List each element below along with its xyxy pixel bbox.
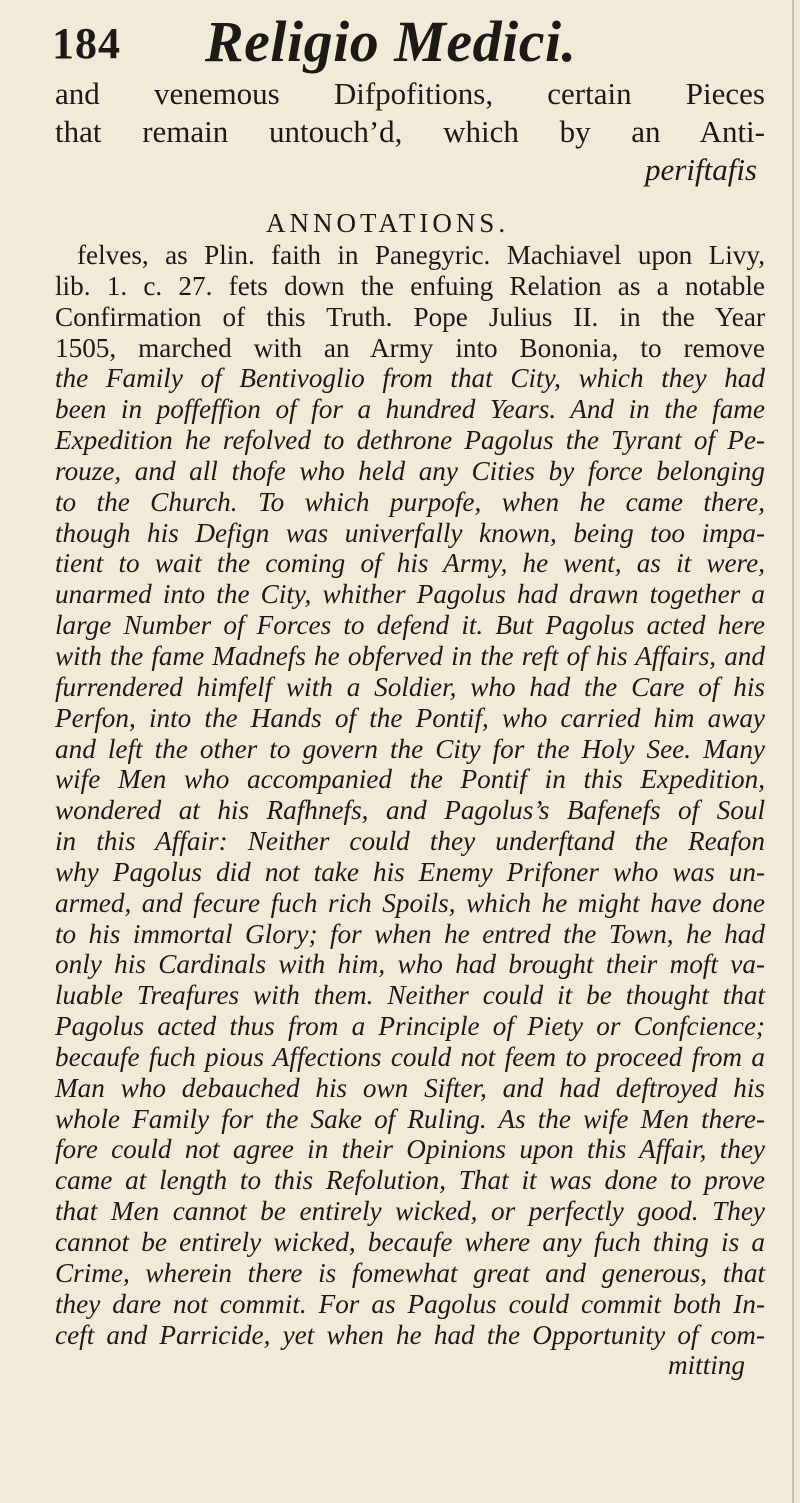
annotation-line: Confirmation of this Truth. Pope Julius II. in the Year bbox=[55, 301, 765, 332]
annotation-line: Pagolus acted thus from a Principle of Piety or Confcience; bbox=[55, 1011, 765, 1042]
annotation-line: though his Defign was univerfally known, being too impa- bbox=[55, 517, 765, 548]
annotation-line: Crime, wherein there is fomewhat great and generous, that bbox=[55, 1257, 765, 1288]
annotation-catchword: mitting bbox=[667, 1350, 745, 1381]
annotation-line: came at length to this Refolution, That it was done to prove bbox=[55, 1165, 765, 1196]
page-edge bbox=[792, 0, 794, 1503]
annotation-line: in this Affair: Neither could they underftand the Reafon bbox=[55, 826, 765, 857]
annotation-line: becaufe fuch pious Affections could not feem to proceed from a bbox=[55, 1041, 765, 1072]
annotation-line: and left the other to govern the City for the Holy See. Many bbox=[55, 733, 765, 764]
annotation-line: fore could not agree in their Opinions upon this Affair, they bbox=[55, 1134, 765, 1165]
annotation-line: unarmed into the City, whither Pagolus had drawn together a bbox=[55, 579, 765, 610]
annotation-line: cannot be entirely wicked, becaufe where any fuch thing is a bbox=[55, 1227, 765, 1257]
main-text-line: that remain untouch’d, which by an Anti- bbox=[55, 114, 765, 149]
annotation-line: furrendered himfelf with a Soldier, who had the Care of his bbox=[55, 671, 765, 702]
annotation-line: wife Men who accompanied the Pontif in this Expedition, bbox=[55, 764, 765, 795]
annotation-line: that Men cannot be entirely wicked, or perfectly good. They bbox=[55, 1196, 765, 1227]
annotation-line: with the fame Madnefs he obferved in the reft of his Affairs, and bbox=[55, 640, 765, 671]
annotation-line: rouze, and all thofe who held any Cities by force belonging bbox=[55, 455, 765, 486]
annotation-line: felves, as Plin. faith in Panegyric. Machiavel upon Livy, bbox=[77, 240, 765, 270]
main-catchword: periftafis bbox=[645, 152, 757, 187]
annotation-line: wondered at his Rafhnefs, and Pagolus’s Bafenefs of Soul bbox=[55, 795, 765, 826]
main-text-line: and venemous Difpofitions, certain Pieces bbox=[55, 76, 765, 111]
running-title: Religio Medici. bbox=[205, 9, 577, 74]
annotation-line: to his immortal Glory; for when he entred the Town, he had bbox=[55, 918, 765, 949]
annotations-body bbox=[55, 240, 765, 1381]
main-text bbox=[55, 75, 765, 189]
annotation-line: the Family of Bentivoglio from that City, which they had bbox=[55, 363, 765, 394]
annotation-line: why Pagolus did not take his Enemy Prifoner who was un- bbox=[55, 856, 765, 887]
annotations-heading: ANNOTATIONS. bbox=[266, 208, 510, 238]
annotation-line: Man who debauched his own Sifter, and had deftroyed his bbox=[55, 1072, 765, 1103]
annotation-line: luable Treafures with them. Neither could it be thought that bbox=[55, 980, 765, 1011]
annotation-line: ceft and Parricide, yet when he had the Opportunity of com- bbox=[55, 1319, 765, 1350]
annotation-line: armed, and fecure fuch rich Spoils, which he might have done bbox=[55, 887, 765, 918]
annotation-line: lib. 1. c. 27. fets down the enfuing Relation as a notable bbox=[55, 270, 765, 301]
page-header bbox=[52, 8, 762, 74]
page-number: 184 bbox=[52, 19, 121, 68]
annotation-line: only his Cardinals with him, who had brought their moft va- bbox=[55, 949, 765, 980]
annotation-line: large Number of Forces to defend it. But Pagolus acted here bbox=[55, 610, 765, 641]
annotation-line: to the Church. To which purpofe, when he came there, bbox=[55, 486, 765, 517]
annotation-line: whole Family for the Sake of Ruling. As the wife Men there- bbox=[55, 1103, 765, 1134]
annotation-line: Expedition he refolved to dethrone Pagolus the Tyrant of Pe- bbox=[55, 425, 765, 456]
annotation-line: Perfon, into the Hands of the Pontif, who carried him away bbox=[55, 702, 765, 733]
annotation-line: tient to wait the coming of his Army, he went, as it were, bbox=[55, 548, 765, 579]
annotation-line: been in poffeffion of for a hundred Years. And in the fame bbox=[55, 394, 765, 425]
annotation-line: they dare not commit. For as Pagolus could commit both In- bbox=[55, 1288, 765, 1319]
annotation-line: 1505, marched with an Army into Bononia, to remove bbox=[55, 332, 765, 363]
